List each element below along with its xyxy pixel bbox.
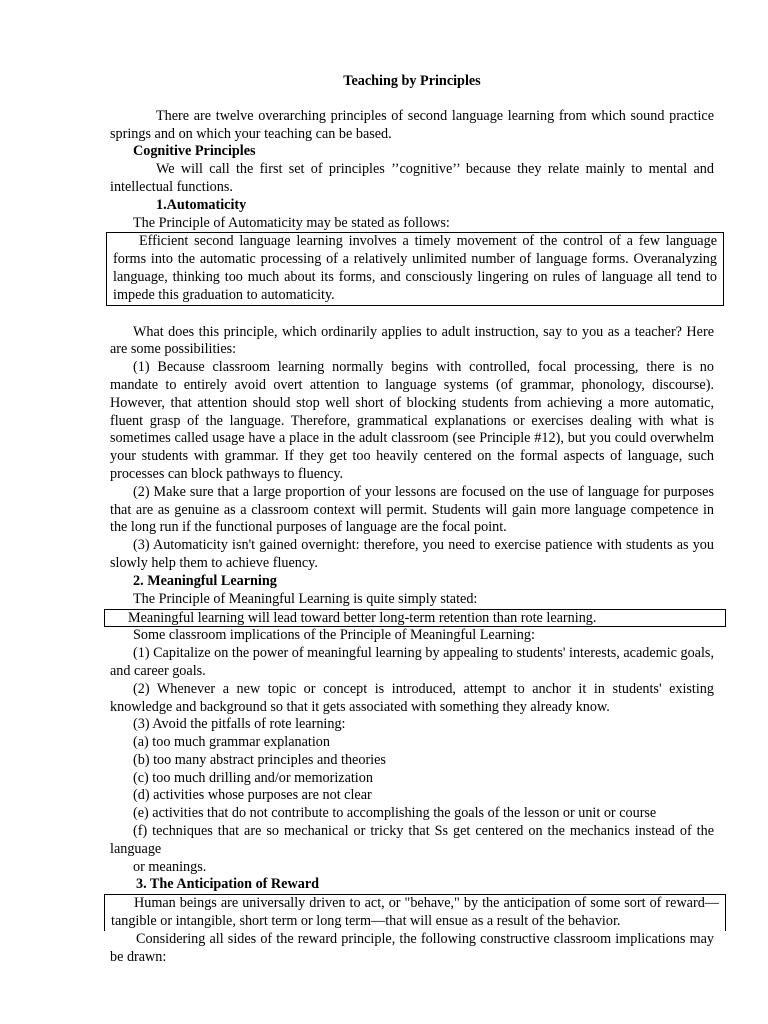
meaningful-learning-principle-text: Meaningful learning will lead toward better long-term retention than rote learning. bbox=[128, 610, 597, 627]
rote-pitfall-f-tail: or meanings. bbox=[133, 858, 207, 875]
automaticity-point-2: (2) Make sure that a large proportion of your lessons are focused on the use of language for purposes that are as genuine as a classroom context will permit. Students will gain more language competence in the long run if the functional purposes of language are the focal point. bbox=[110, 483, 714, 536]
reward-principle-text: Human beings are universally driven to act, or "behave," by the anticipation of some sort of reward—tangible or intangible, short term or long term—that will ensue as a result of the behavior. bbox=[111, 895, 719, 930]
rote-pitfall-e: (e) activities that do not contribute to accomplishing the goals of the lesson or unit or course bbox=[133, 805, 657, 822]
automaticity-point-1: (1) Because classroom learning normally begins with controlled, focal processing, there is no mandate to entirely avoid overt attention to language systems (of grammar, phonology, discourse). However, that attention should stop well short of blocking students from achieving a more automatic, fluent grasp of the language. Therefore, grammatical explanations or exercises dealing with what is sometimes called usage have a place in the adult classroom (see Principle #12), but you could overwhelm your students with grammar. If they get too heavily centered on the formal aspects of language, such processes can block pathways to fluency. bbox=[110, 359, 714, 482]
reward-principle-box bbox=[104, 894, 726, 931]
rote-pitfall-d: (d) activities whose purposes are not clear bbox=[133, 787, 372, 804]
automaticity-question: What does this principle, which ordinarily applies to adult instruction, say to you as a teacher? Here are some possibilities: bbox=[110, 323, 714, 358]
meaningful-point-1: (1) Capitalize on the power of meaningful learning by appealing to students' interests, academic goals, and career goals. bbox=[110, 645, 714, 679]
document-title: Teaching by Principles bbox=[343, 73, 481, 89]
meaningful-learning-principle-box bbox=[104, 609, 726, 627]
automaticity-heading: 1.Automaticity bbox=[156, 196, 247, 213]
rote-pitfall-a: (a) too much grammar explanation bbox=[133, 734, 330, 751]
rote-pitfall-f: (f) techniques that are so mechanical or tricky that Ss get centered on the mechanics instead of the language bbox=[110, 823, 714, 857]
spacer bbox=[110, 306, 714, 324]
automaticity-principle-box bbox=[106, 232, 724, 305]
automaticity-lead: The Principle of Automaticity may be stated as follows: bbox=[133, 214, 450, 231]
cognitive-principles-heading: Cognitive Principles bbox=[133, 143, 256, 160]
meaningful-point-3: (3) Avoid the pitfalls of rote learning: bbox=[133, 716, 346, 733]
document-page bbox=[110, 73, 719, 966]
rote-pitfall-b: (b) too many abstract principles and theories bbox=[133, 751, 386, 768]
automaticity-principle-text: Efficient second language learning involves a timely movement of the control of a few language forms into the automatic processing of a relatively unlimited number of language forms. Overanalyzing language, thinking too much about its forms, and consciously lingering on rules of language all tend to impede this graduation to automaticity. bbox=[113, 233, 717, 303]
anticipation-of-reward-heading: 3. The Anticipation of Reward bbox=[136, 876, 320, 893]
meaningful-point-2: (2) Whenever a new topic or concept is introduced, attempt to anchor it in students' existing knowledge and background so that it gets associated with something they already know. bbox=[110, 680, 714, 715]
meaningful-learning-implications: Some classroom implications of the Principle of Meaningful Learning: bbox=[133, 627, 535, 644]
rote-pitfall-c: (c) too much drilling and/or memorization bbox=[133, 769, 373, 786]
intro-paragraph: There are twelve overarching principles of second language learning from which sound practice springs and on which your teaching can be based. bbox=[110, 107, 714, 142]
cognitive-paragraph: We will call the first set of principles ’’cognitive’’ because they relate mainly to mental and intellectual functions. bbox=[110, 161, 714, 195]
automaticity-point-3: (3) Automaticity isn't gained overnight: therefore, you need to exercise patience with students as you slowly help them to achieve fluency. bbox=[110, 537, 714, 571]
meaningful-learning-heading: 2. Meaningful Learning bbox=[133, 572, 277, 589]
reward-considering-paragraph: Considering all sides of the reward principle, the following constructive classroom implications may be drawn: bbox=[110, 930, 714, 965]
meaningful-learning-lead: The Principle of Meaningful Learning is quite simply stated: bbox=[133, 590, 478, 607]
